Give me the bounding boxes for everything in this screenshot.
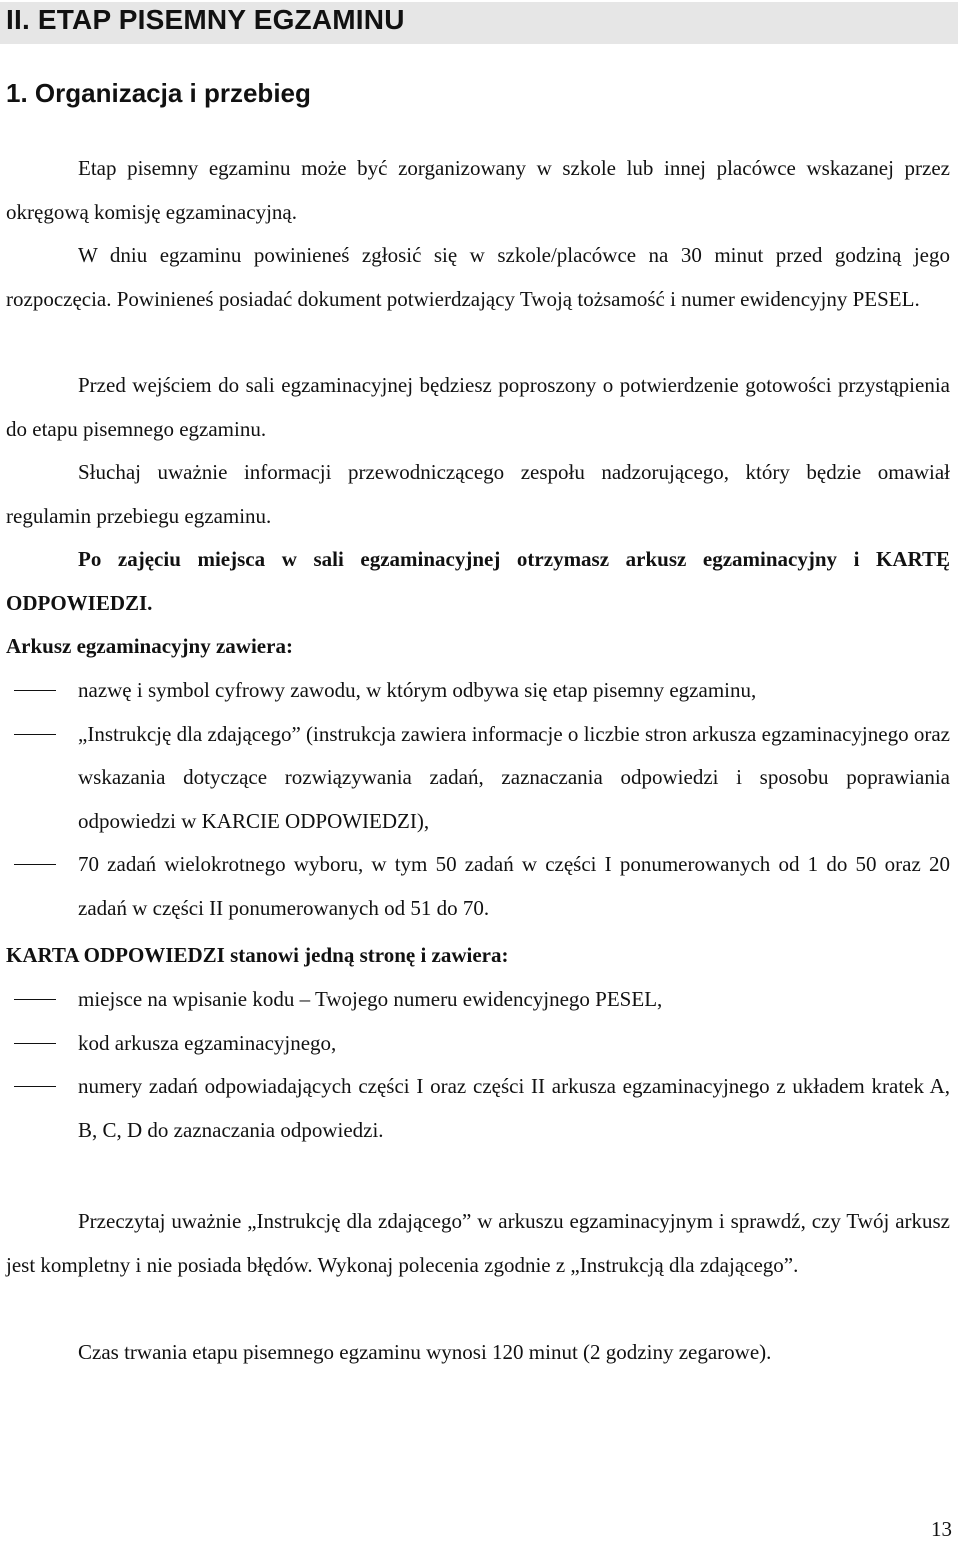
chapter-title: II. ETAP PISEMNY EGZAMINU: [6, 4, 405, 35]
paragraph-confirmation: Przed wejściem do sali egzaminacyjnej będziesz poproszony o potwierdzenie gotowości przystąpienia do etapu pisemnego egzaminu.: [6, 373, 950, 441]
page-number: 13: [931, 1517, 952, 1541]
list-item-text: nazwę i symbol cyfrowy zawodu, w którym odbywa się etap pisemny egzaminu,: [78, 678, 757, 702]
dash-bullet-icon: [14, 864, 56, 865]
karta-heading: KARTA ODPOWIEDZI stanowi jedną stronę i zawiera:: [6, 943, 509, 967]
paragraph-read-instructions: Przeczytaj uważnie „Instrukcję dla zdającego” w arkuszu egzaminacyjnym i sprawdź, czy Twój arkusz jest kompletny i nie posiada błędów. Wykonaj polecenia zgodnie z „Instrukcją dla zdającego”.: [6, 1209, 950, 1277]
list-item: [0, 669, 950, 713]
list-item-text: numery zadań odpowiadających części I oraz części II arkusza egzaminacyjnego z układem kratek A, B, C, D do zaznaczania odpowiedzi.: [78, 1074, 950, 1142]
list-item: [0, 1022, 950, 1066]
list-item: [0, 843, 950, 930]
list-item: [0, 713, 950, 844]
paragraph-arrival: W dniu egzaminu powinieneś zgłosić się w szkole/placówce na 30 minut przed godziną jego rozpoczęcia. Powinieneś posiadać dokument potwierdzający Twoją tożsamość i numer ewidencyjny PESEL.: [6, 243, 950, 311]
dash-bullet-icon: [14, 1043, 56, 1044]
list-item-text: „Instrukcję dla zdającego” (instrukcja zawiera informacje o liczbie stron arkusza egzaminacyjnego oraz wskazania dotyczące rozwiązywania zadań, zaznaczania odpowiedzi i sposobu poprawiania odpowiedzi w KARCIE ODPOWIEDZI),: [78, 721, 950, 833]
list-item: [0, 978, 950, 1022]
section-title: 1. Organizacja i przebieg: [6, 78, 311, 108]
list-item-text: miejsce na wpisanie kodu – Twojego numeru ewidencyjnego PESEL,: [78, 987, 663, 1011]
paragraph-duration: Czas trwania etapu pisemnego egzaminu wynosi 120 minut (2 godziny zegarowe).: [78, 1340, 772, 1364]
paragraph-location: Etap pisemny egzaminu może być zorganizowany w szkole lub innej placówce wskazanej przez okręgową komisję egzaminacyjną.: [6, 156, 950, 224]
paragraph-listen: Słuchaj uważnie informacji przewodniczącego zespołu nadzorującego, który będzie omawiał regulamin przebiegu egzaminu.: [6, 460, 950, 528]
dash-bullet-icon: [14, 690, 56, 691]
arkusz-contents-list: [0, 669, 960, 930]
dash-bullet-icon: [14, 1086, 56, 1087]
karta-contents-list: [0, 978, 960, 1152]
dash-bullet-icon: [14, 734, 56, 735]
list-item: [0, 1065, 950, 1152]
paragraph-seating: Po zajęciu miejsca w sali egzaminacyjnej otrzymasz arkusz egzaminacyjny i KARTĘ ODPOWIEDZI.: [6, 547, 950, 615]
dash-bullet-icon: [14, 999, 56, 1000]
list-item-text: kod arkusza egzaminacyjnego,: [78, 1030, 337, 1055]
list-item-text: 70 zadań wielokrotnego wyboru, w tym 50 zadań w części I ponumerowanych od 1 do 50 oraz 20 zadań w części II ponumerowanych od 51 do 70.: [78, 852, 950, 920]
arkusz-heading: Arkusz egzaminacyjny zawiera:: [6, 634, 293, 658]
